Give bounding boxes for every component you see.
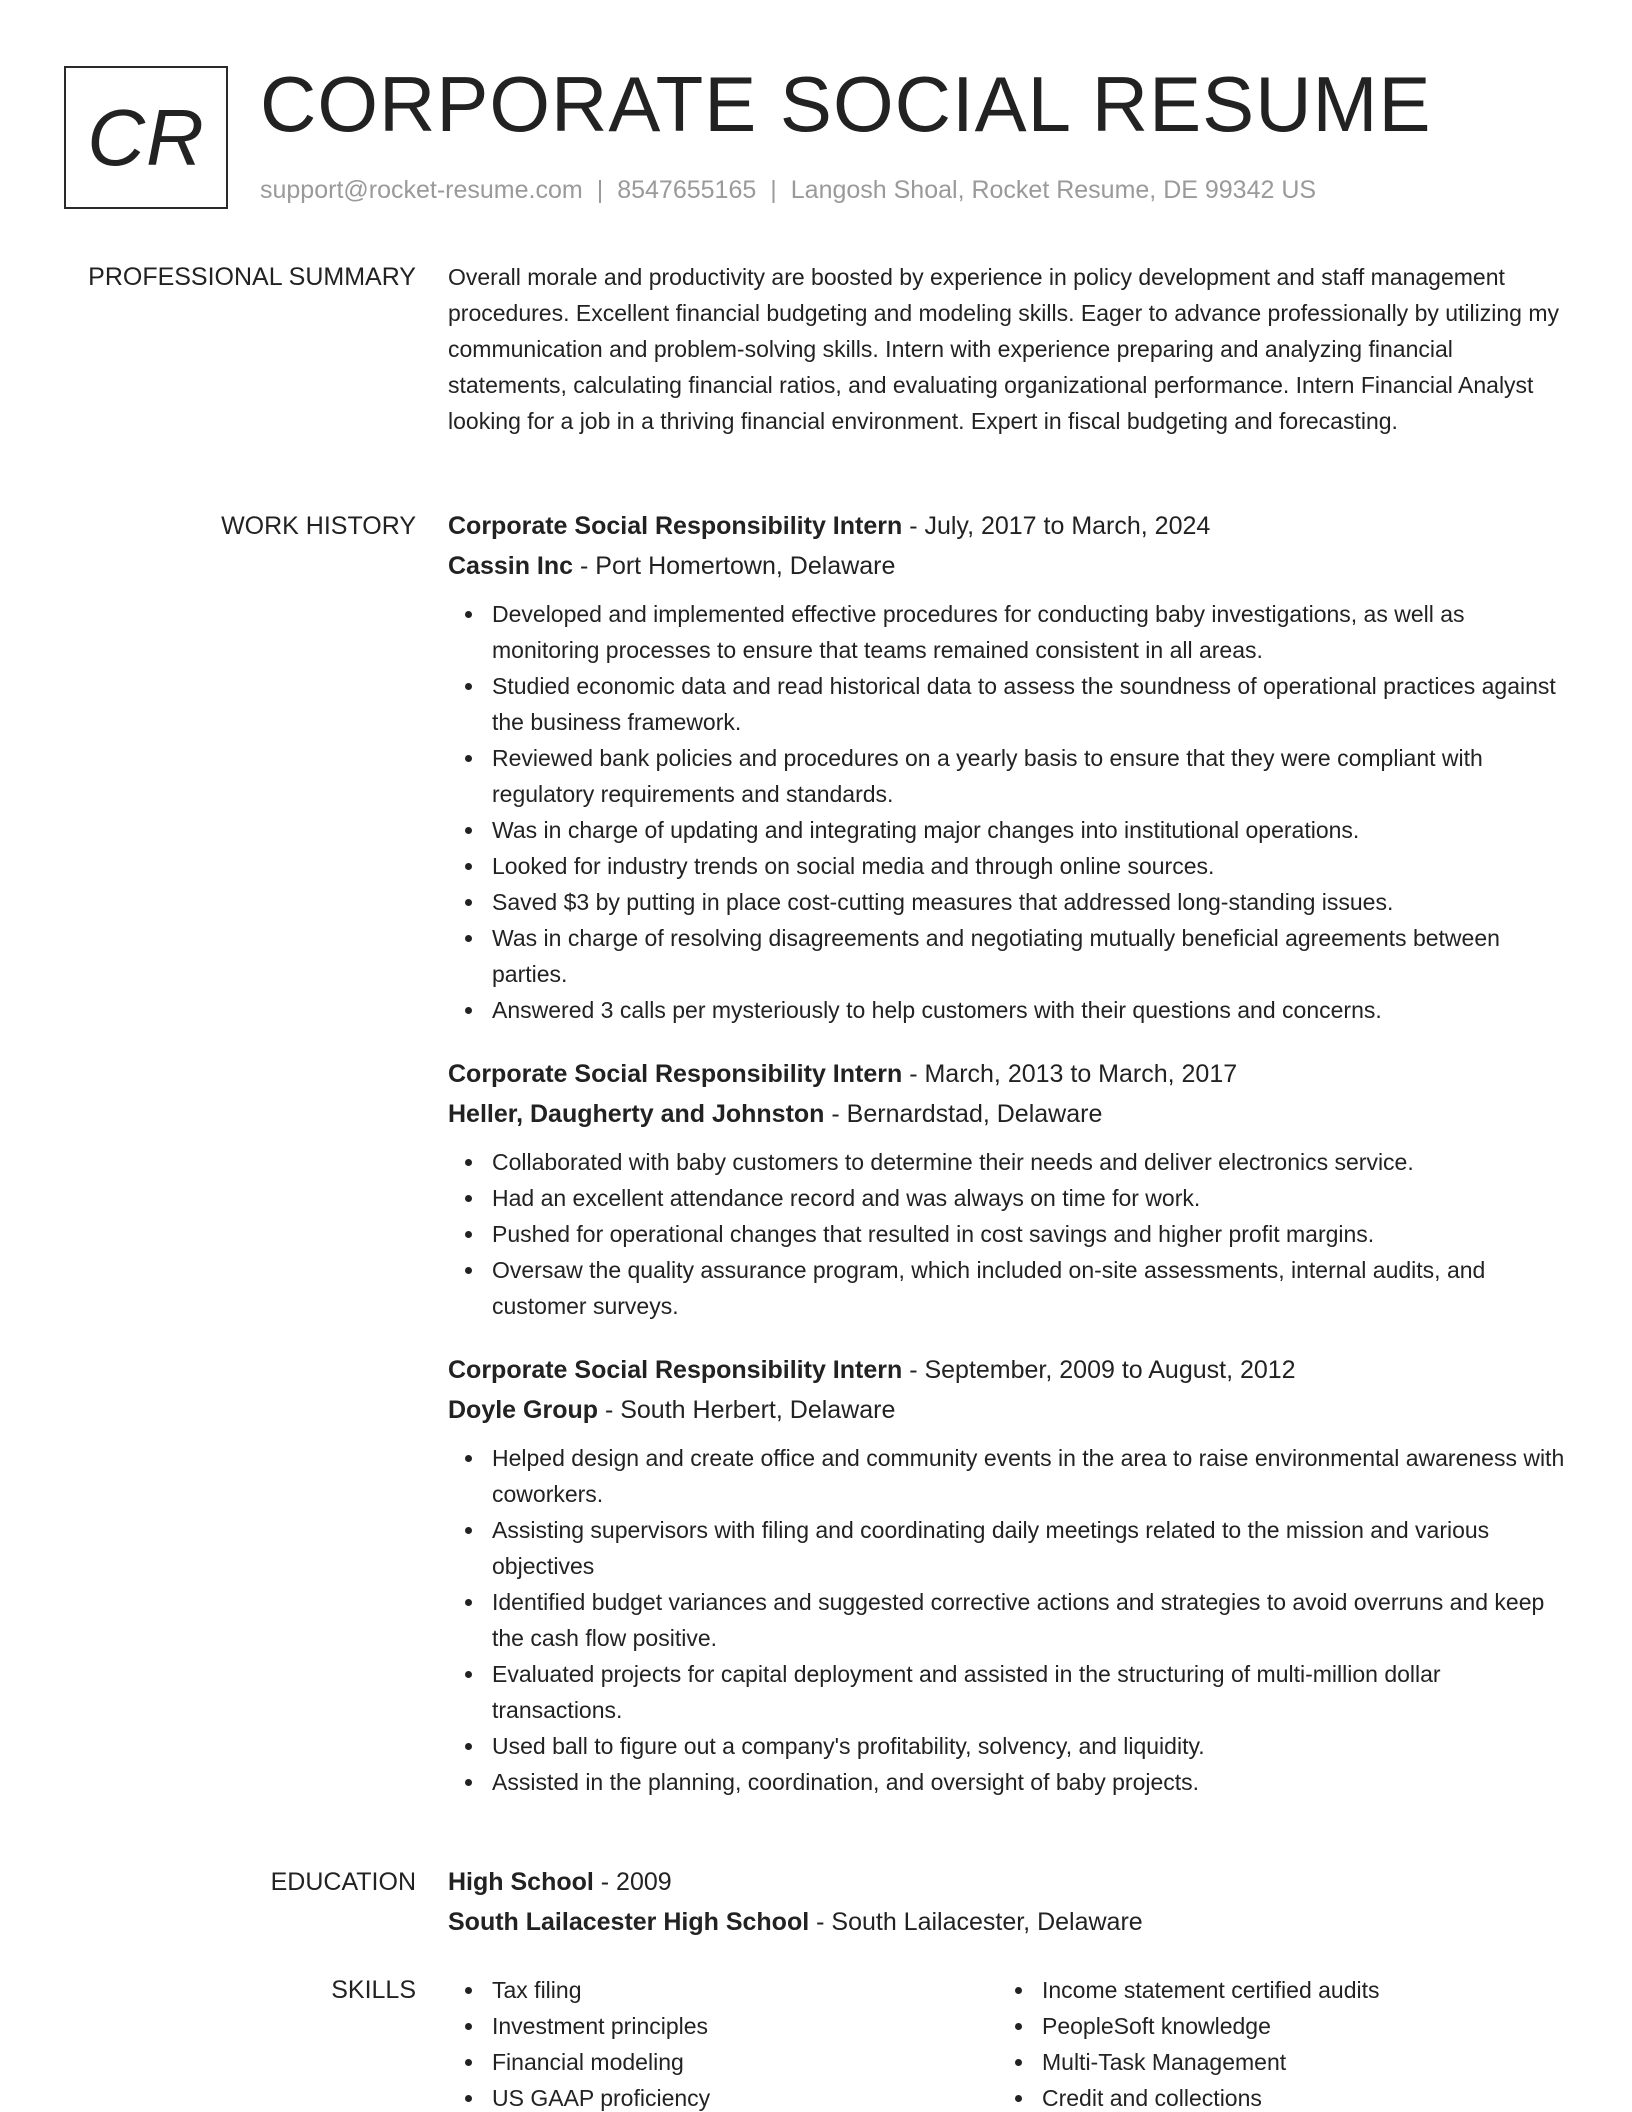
job-title-line	[448, 1350, 1568, 1390]
job-bullets	[448, 596, 1568, 1028]
job-dates: - July, 2017 to March, 2024	[902, 512, 1211, 540]
summary-text: Overall morale and productivity are boosted by experience in policy development and staff management procedures. Excellent financial budgeting and modeling skills. Eager to advance professionally by utilizing my communication and problem-solving skills. Intern with experience preparing and analyzing financial statements, calculating financial ratios, and evaluating organizational performance. Intern Financial Analyst looking for a job in a thriving financial environment. Expert in fiscal budgeting and forecasting.	[448, 264, 1560, 434]
list-item: PeopleSoft knowledge	[998, 2008, 1548, 2044]
education-school: South Lailacester High School	[448, 1908, 810, 1936]
list-item: Evaluated projects for capital deployment and assisted in the structuring of multi-million dollar transactions.	[448, 1656, 1568, 1728]
job-company: Doyle Group	[448, 1396, 599, 1424]
list-item: Tax filing	[448, 1972, 998, 2008]
job-company-line	[448, 546, 1568, 586]
job-company-line	[448, 1390, 1568, 1430]
contact-phone: 8547655165	[617, 176, 757, 204]
list-item: Studied economic data and read historical data to assess the soundness of operational practices against the business framework.	[448, 668, 1568, 740]
job-company-line	[448, 1094, 1568, 1134]
education-entry	[448, 1862, 1568, 1942]
job-entry	[448, 1350, 1568, 1800]
section-label-summary: PROFESSIONAL SUMMARY	[88, 263, 416, 291]
list-item: Developed and implemented effective procedures for conducting baby investigations, as well as monitoring processes to ensure that teams remained consistent in all areas.	[448, 596, 1568, 668]
job-bullets	[448, 1440, 1568, 1800]
list-item: Financial modeling	[448, 2044, 998, 2080]
skills-grid	[448, 1972, 1568, 2112]
list-item: Income statement certified audits	[998, 1972, 1548, 2008]
job-company: Heller, Daugherty and Johnston	[448, 1100, 825, 1128]
list-item: Pushed for operational changes that resulted in cost savings and higher profit margins.	[448, 1216, 1568, 1252]
list-item: Was in charge of resolving disagreements and negotiating mutually beneficial agreements between parties.	[448, 920, 1568, 992]
monogram-box	[64, 66, 228, 209]
resume-name: CORPORATE SOCIAL RESUME	[260, 60, 1432, 148]
job-title: Corporate Social Responsibility Intern	[448, 1356, 903, 1384]
section-label-work-history: WORK HISTORY	[221, 512, 416, 540]
education-year: - 2009	[593, 1868, 672, 1896]
list-item: Investment principles	[448, 2008, 998, 2044]
list-item: Looked for industry trends on social media and through online sources.	[448, 848, 1568, 884]
skills-list-left	[448, 1972, 998, 2112]
contact-line	[260, 176, 1316, 205]
job-bullets	[448, 1144, 1568, 1324]
education-school-line	[448, 1902, 1568, 1942]
monogram-initials: CR	[87, 92, 205, 182]
education-degree-line	[448, 1862, 1568, 1902]
contact-email: support@rocket-resume.com	[260, 176, 583, 204]
list-item: Identified budget variances and suggested corrective actions and strategies to avoid overruns and keep the cash flow positive.	[448, 1584, 1568, 1656]
list-item: Multi-Task Management	[998, 2044, 1548, 2080]
work-history-list	[448, 506, 1568, 1826]
list-item: Saved $3 by putting in place cost-cutting measures that addressed long-standing issues.	[448, 884, 1568, 920]
job-title: Corporate Social Responsibility Intern	[448, 1060, 903, 1088]
list-item: Assisting supervisors with filing and coordinating daily meetings related to the mission and various objectives	[448, 1512, 1568, 1584]
list-item: Used ball to figure out a company's profitability, solvency, and liquidity.	[448, 1728, 1568, 1764]
list-item: Was in charge of updating and integrating major changes into institutional operations.	[448, 812, 1568, 848]
list-item: Credit and collections	[998, 2080, 1548, 2112]
list-item: Helped design and create office and community events in the area to raise environmental awareness with coworkers.	[448, 1440, 1568, 1512]
job-location: - Bernardstad, Delaware	[824, 1100, 1103, 1128]
job-title: Corporate Social Responsibility Intern	[448, 512, 903, 540]
job-dates: - September, 2009 to August, 2012	[902, 1356, 1296, 1384]
list-item: Collaborated with baby customers to determine their needs and deliver electronics service.	[448, 1144, 1568, 1180]
job-title-line	[448, 1054, 1568, 1094]
contact-separator: |	[596, 176, 604, 204]
job-entry	[448, 1054, 1568, 1324]
contact-separator: |	[770, 176, 777, 204]
job-title-line	[448, 506, 1568, 546]
section-label-education: EDUCATION	[270, 1868, 416, 1896]
education-degree: High School	[448, 1868, 594, 1896]
job-location: - South Herbert, Delaware	[598, 1396, 896, 1424]
list-item: Assisted in the planning, coordination, and oversight of baby projects.	[448, 1764, 1568, 1800]
education-location: - South Lailacester, Delaware	[809, 1908, 1143, 1936]
job-entry	[448, 506, 1568, 1028]
list-item: Answered 3 calls per mysteriously to help customers with their questions and concerns.	[448, 992, 1568, 1028]
contact-address: Langosh Shoal, Rocket Resume, DE 99342 US	[790, 176, 1317, 204]
list-item: US GAAP proficiency	[448, 2080, 998, 2112]
section-label-skills: SKILLS	[331, 1976, 416, 2004]
skills-list-right	[998, 1972, 1548, 2112]
job-dates: - March, 2013 to March, 2017	[902, 1060, 1238, 1088]
job-location: - Port Homertown, Delaware	[573, 552, 896, 580]
job-company: Cassin Inc	[448, 552, 574, 580]
list-item: Oversaw the quality assurance program, which included on-site assessments, internal audits, and customer surveys.	[448, 1252, 1568, 1324]
list-item: Had an excellent attendance record and was always on time for work.	[448, 1180, 1568, 1216]
list-item: Reviewed bank policies and procedures on a yearly basis to ensure that they were compliant with regulatory requirements and standards.	[448, 740, 1568, 812]
